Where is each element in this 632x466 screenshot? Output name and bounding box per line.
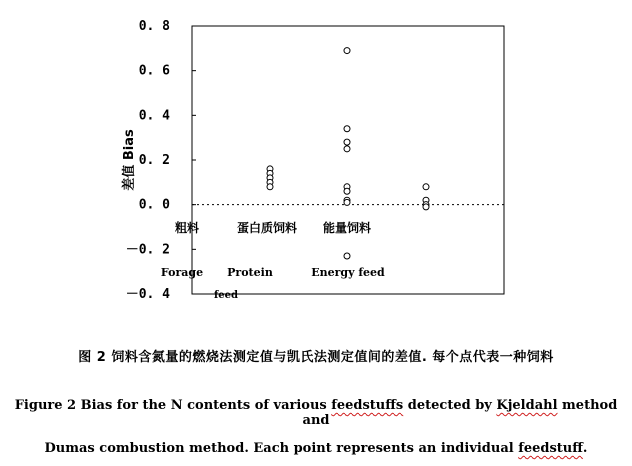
y-tick-label: 0. 2 (138, 153, 170, 168)
y-tick-label: 0. 4 (138, 108, 170, 124)
y-tick-label: －0. 4 (125, 287, 170, 302)
group-label-forage-cn: 粗料 (174, 221, 200, 235)
group-label-forage-en: Forage (160, 266, 204, 279)
group-label-protein-en-feed: feed (213, 290, 239, 301)
data-point (344, 126, 350, 132)
y-tick-label: －0. 2 (125, 242, 170, 258)
y-axis-label: 差值 Bias (122, 129, 137, 191)
group-label-energy-cn: 能量饲料 (322, 221, 372, 235)
caption-english-line2: Dumas combustion method. Each point represents an individual feedstuff. (44, 441, 588, 456)
data-point (344, 253, 350, 259)
data-point (344, 188, 350, 194)
data-point (423, 184, 429, 190)
data-point (344, 48, 350, 54)
data-point (423, 204, 429, 210)
group-label-protein-en: Protein (227, 266, 273, 279)
data-point (344, 139, 350, 145)
group-label-protein-cn: 蛋白质饲料 (236, 221, 298, 235)
data-point (344, 199, 350, 205)
caption-english-line1: Figure 2 Bias for the N contents of various feedstuffs detected by Kjeldahl method and (14, 398, 618, 428)
data-point (344, 146, 350, 152)
y-tick-label: 0. 0 (138, 197, 170, 213)
caption-chinese: 图 2 饲料含氮量的燃烧法测定值与凯氏法测定值间的差值. 每个点代表一种饲料 (78, 350, 554, 365)
y-tick-label: 0. 8 (138, 19, 170, 34)
group-label-energy-en: Energy feed (311, 266, 385, 279)
data-point (267, 184, 273, 190)
y-tick-label: 0. 6 (138, 63, 170, 79)
